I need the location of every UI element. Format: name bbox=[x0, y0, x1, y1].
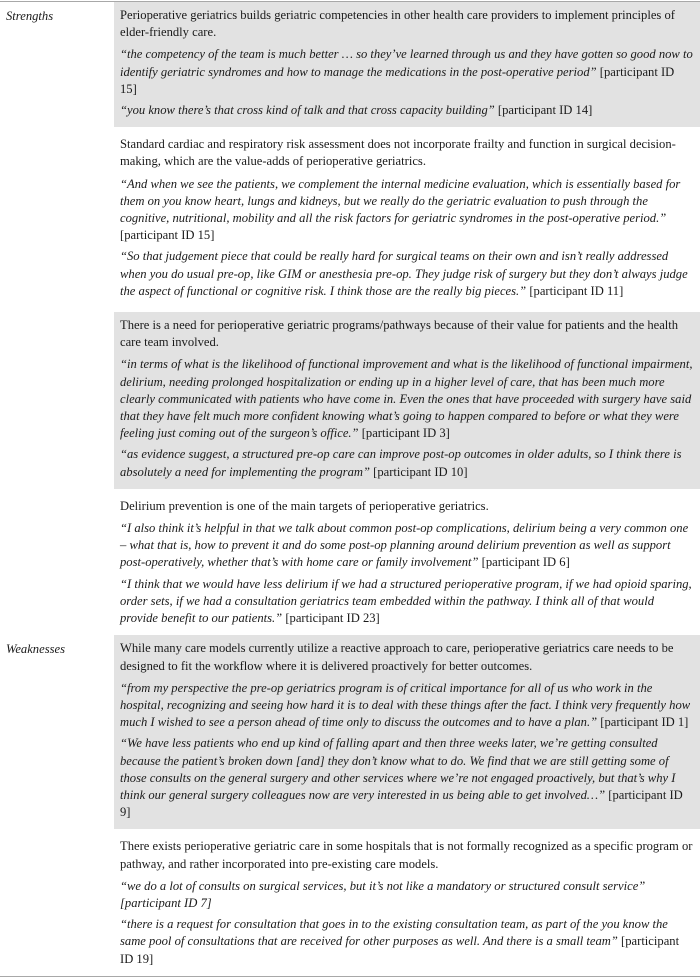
quote bbox=[120, 176, 694, 245]
theme-summary: Standard cardiac and respiratory risk assessment does not incorporate frailty and function in surgical decision-making, which are the value-adds of perioperative geriatrics. bbox=[120, 137, 676, 169]
quote bbox=[120, 46, 694, 98]
theme-summary: While many care models currently utilize a reactive approach to care, perioperative geriatrics care needs to be designed to fit the workflow where it is delivered proactively for better outcomes. bbox=[120, 641, 674, 673]
theme-block bbox=[114, 2, 700, 127]
section-strengths bbox=[0, 2, 700, 635]
quote-text: “I think that we would have less delirium if we had a structured perioperative program, if we had opioid sparing, order sets, if we had a consultation geriatrics team embedded within the pathway. I think all of that would provide benefit to our patients.” bbox=[120, 576, 692, 626]
quote bbox=[120, 735, 694, 821]
quote-citation: [participant ID 14] bbox=[494, 103, 593, 118]
section-themes bbox=[114, 635, 700, 975]
quote-text: “from my perspective the pre-op geriatrics program is of critical importance for all of us who work in the hospital, recognizing and seeing how hard it is to deal with these things after the fact. I think very frequently how much I wished to see a person ahead of time only to discuss the outcomes and to have a plan.” bbox=[120, 680, 691, 730]
quote-text: “as evidence suggest, a structured pre-op care can improve post-op outcomes in older adults, so I think there is absolutely a need for implementing the program” bbox=[120, 447, 682, 479]
quote-text: “there is a request for consultation that goes in to the existing consultation team, as part of the you know the same pool of consultations that are received for other purposes as well. And there is a small team” bbox=[120, 917, 668, 949]
quote-citation: [participant ID 1] bbox=[597, 715, 689, 730]
theme-block bbox=[114, 312, 700, 489]
quote-text: “in terms of what is the likelihood of functional improvement and what is the likelihood of functional impairment, delirium, needing prolonged hospitalization or ending up in a higher level of care, that has been much more clearly communicated with patients who have come in. Even the ones that have proceeded with surgery have said that they have felt much more confident knowing what’s going to happen compared to before or what they were feeling just coming out of the surgeon’s office.” bbox=[120, 357, 693, 441]
quote-text: “the competency of the team is much better … so they’ve learned through us and they have gotten so good now to identify geriatric syndromes and how to manage the medications in the post-operative period” bbox=[120, 47, 693, 79]
quote-citation: [participant ID 9] bbox=[120, 787, 683, 820]
quote-text: “you know there’s that cross kind of talk and that cross capacity building” bbox=[120, 103, 495, 118]
theme-block bbox=[114, 131, 700, 308]
quote bbox=[120, 576, 694, 628]
quote-citation: [participant ID 23] bbox=[282, 611, 380, 626]
quote-citation: [participant ID 6] bbox=[478, 555, 570, 570]
quote-text: “we do a lot of consults on surgical services, but it’s not like a mandatory or structured consult service” [participant ID 7] bbox=[120, 878, 646, 910]
quote bbox=[120, 916, 694, 968]
quote-citation: [participant ID 10] bbox=[369, 464, 468, 479]
quote-citation: [participant ID 11] bbox=[526, 283, 624, 298]
section-label: Weaknesses bbox=[6, 642, 65, 657]
quote-text: “We have less patients who end up kind of falling apart and then three weeks later, we’re getting consulted because the patient’s broken down [and] they don’t know what to do. We find that we are still getting some of those consults on the general surgery and other services where we’re not engaged proactively, but that’s why I think our general surgery colleagues now are very interested in us being able to get involved…” bbox=[120, 736, 676, 802]
quote bbox=[120, 248, 694, 300]
quote-text: “So that judgement piece that could be really hard for surgical teams on their own and isn’t really addressed when you do usual pre-op, like GIM or anesthesia pre-op. They judge risk of surgery but they don’t always judge the aspect of functional or cognitive risk. I think those are the really big pieces.” bbox=[120, 249, 688, 298]
quote-citation: [participant ID 15] bbox=[120, 64, 675, 96]
quote-citation: [participant ID 15] bbox=[120, 228, 215, 243]
theme-summary: There is a need for perioperative geriatric programs/pathways because of their value for patients and the health care team involved. bbox=[120, 318, 679, 350]
theme-block bbox=[114, 833, 700, 975]
theme-summary: Delirium prevention is one of the main targets of perioperative geriatrics. bbox=[120, 498, 489, 513]
theme-summary: Perioperative geriatrics builds geriatric competencies in other health care providers to implement principles of elder-friendly care. bbox=[120, 8, 675, 40]
swot-table bbox=[0, 1, 700, 977]
quote bbox=[120, 356, 694, 442]
section-themes bbox=[114, 2, 700, 635]
quote bbox=[120, 446, 694, 480]
quote bbox=[120, 520, 694, 572]
theme-block bbox=[114, 493, 700, 635]
quote-citation: [participant ID 19] bbox=[120, 934, 680, 966]
quote-text: “I also think it’s helpful in that we talk about common post-op complications, delirium being a very common one – what that is, how to prevent it and do some post-op planning around delirium prevention as well as support post-operatively, whether that’s with home care or family involvement” bbox=[120, 521, 689, 570]
quote-text: “And when we see the patients, we complement the internal medicine evaluation, which is essentially based for them on you know heart, lungs and kidneys, but we really do the geriatric evaluation to push through the cognitive, nutritional, mobility and all the risk factors for geriatric syndromes in the post-operative period.” bbox=[120, 176, 681, 226]
quote bbox=[120, 102, 694, 119]
theme-block bbox=[114, 635, 700, 829]
section-weaknesses bbox=[0, 635, 700, 975]
quote bbox=[120, 878, 694, 912]
quote bbox=[120, 680, 694, 732]
quote-citation: [participant ID 3] bbox=[358, 426, 450, 441]
section-label: Strengths bbox=[6, 9, 54, 23]
theme-summary: There exists perioperative geriatric care in some hospitals that is not formally recognized as a specific program or pathway, and rather incorporated into pre-existing care models. bbox=[120, 839, 693, 871]
